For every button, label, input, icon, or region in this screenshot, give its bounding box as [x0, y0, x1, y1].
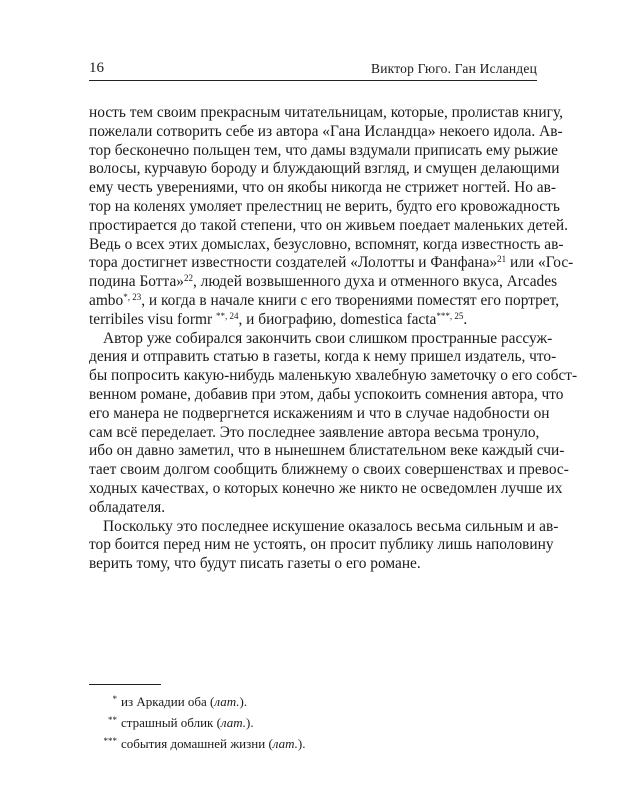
text-line: [89, 273, 558, 292]
text-line: [89, 291, 560, 311]
text-line: простирается до такой степени, что он живьем поедает маленьких детей.: [89, 216, 568, 234]
text-line: тор на коленях умоляет прелестниц не верить, будто его кровожадность: [89, 197, 560, 215]
paragraph-2: [89, 329, 578, 518]
text-fragment: тора достигнет известности создателей «Лолотты и Фанфана»: [89, 254, 498, 272]
text-line: Автор уже собирался закончить свои слишком пространные рассуж-: [103, 329, 553, 347]
text-line: дения и отправить статью в газеты, когда к нему пришел издатель, что-: [89, 348, 557, 366]
footnote-mark: *: [112, 694, 117, 704]
footnote-ref: 22: [183, 273, 193, 284]
text-line: волосы, курчавую бороду и блуждающий взгляд, и смущен делающими: [89, 160, 560, 178]
text-line: тает своим долгом сообщить ближнему о своих совершенствах и превос-: [89, 461, 569, 479]
text-line: тор боится перед ним не устоять, он просит публику лишь наполовину: [89, 536, 554, 554]
text-fragment: подина Ботта»: [89, 273, 184, 291]
footnote-end: ).: [246, 715, 254, 730]
page-number: 16: [89, 60, 104, 76]
footnote-ref: *, 23: [123, 291, 142, 302]
text-line: венном романе, добавив при этом, дабы успокоить сомнения автора, что: [89, 385, 564, 403]
footnote: [89, 711, 537, 732]
paragraph-3: [89, 517, 559, 574]
text-line: пожелали сотворить себе из автора «Гана Исландца» некоего идола. Ав-: [89, 122, 563, 140]
text-fragment: terribiles visu formr: [89, 310, 216, 328]
footnote-lang: лат.: [220, 715, 247, 730]
footnote: [89, 732, 537, 753]
text-line: ходных качествах, о которых конечно же никто не осведомлен лучше их: [89, 479, 563, 497]
text-line: Поскольку это последнее искушение оказалось весьма сильным и ав-: [103, 517, 559, 535]
footnote-end: ).: [297, 736, 306, 751]
footnote-end: ).: [239, 694, 248, 709]
text-line: бы попросить какую-нибудь маленькую хвалебную заметочку о его собст-: [89, 367, 578, 385]
footnote-divider: [89, 684, 161, 685]
footnotes: [89, 690, 537, 753]
footnote-text: из Аркадии оба (: [121, 694, 215, 709]
body-text: [89, 104, 578, 574]
text-line: Ведь о всех этих домыслах, безусловно, вспомнят, когда известность ав-: [89, 235, 564, 253]
footnote-ref: ***, 25: [436, 310, 464, 321]
text-line: ибо он давно заметил, что в нынешнем блистательном веке каждый счи-: [89, 442, 565, 460]
footnote-text: события домашней жизни (: [121, 736, 273, 751]
paragraph-1: [89, 104, 574, 330]
text-line: тор бесконечно польщен тем, что дамы вздумали приписать ему рыжие: [89, 141, 558, 159]
footnote-mark: ***: [103, 736, 117, 746]
text-line: ему честь уверениями, что он якобы никогда не стрижет ногтей. Но ав-: [89, 179, 556, 197]
footnote-lang: лат.: [272, 736, 298, 751]
text-line: верить тому, что будут писать газеты о его романе.: [89, 555, 421, 573]
footnote-lang: лат.: [214, 694, 240, 709]
text-fragment: , людей возвышенного духа и отменного вкуса, Arcades: [192, 273, 558, 291]
text-line: его манера не подвергнется искажениям и что в случае надобности он: [89, 404, 550, 422]
text-fragment: .: [463, 310, 468, 328]
footnote-text: страшный облик (: [121, 715, 221, 730]
text-fragment: , и биографию, domestica facta: [238, 310, 437, 328]
text-line: [89, 254, 574, 273]
footnote-ref: 21: [497, 254, 507, 265]
text-fragment: или «Гос-: [506, 254, 574, 272]
text-line: ность тем своим прекрасным читательницам, которые, пролистав книгу,: [89, 104, 563, 121]
footnote-mark: **: [108, 715, 117, 725]
footnote-ref: **, 24: [215, 310, 239, 321]
text-line: [89, 311, 537, 330]
text-line: обладателя.: [89, 498, 166, 516]
page-header: [89, 58, 537, 81]
text-fragment: , и когда в начале книги с его творениями поместят его портрет,: [141, 291, 560, 309]
text-line: сам всё переделает. Это последнее заявление автора весьма тронуло,: [89, 423, 540, 441]
footnote: [89, 690, 537, 711]
text-fragment: ambo: [89, 291, 124, 309]
running-head: Виктор Гюго. Ган Исландец: [371, 61, 537, 76]
